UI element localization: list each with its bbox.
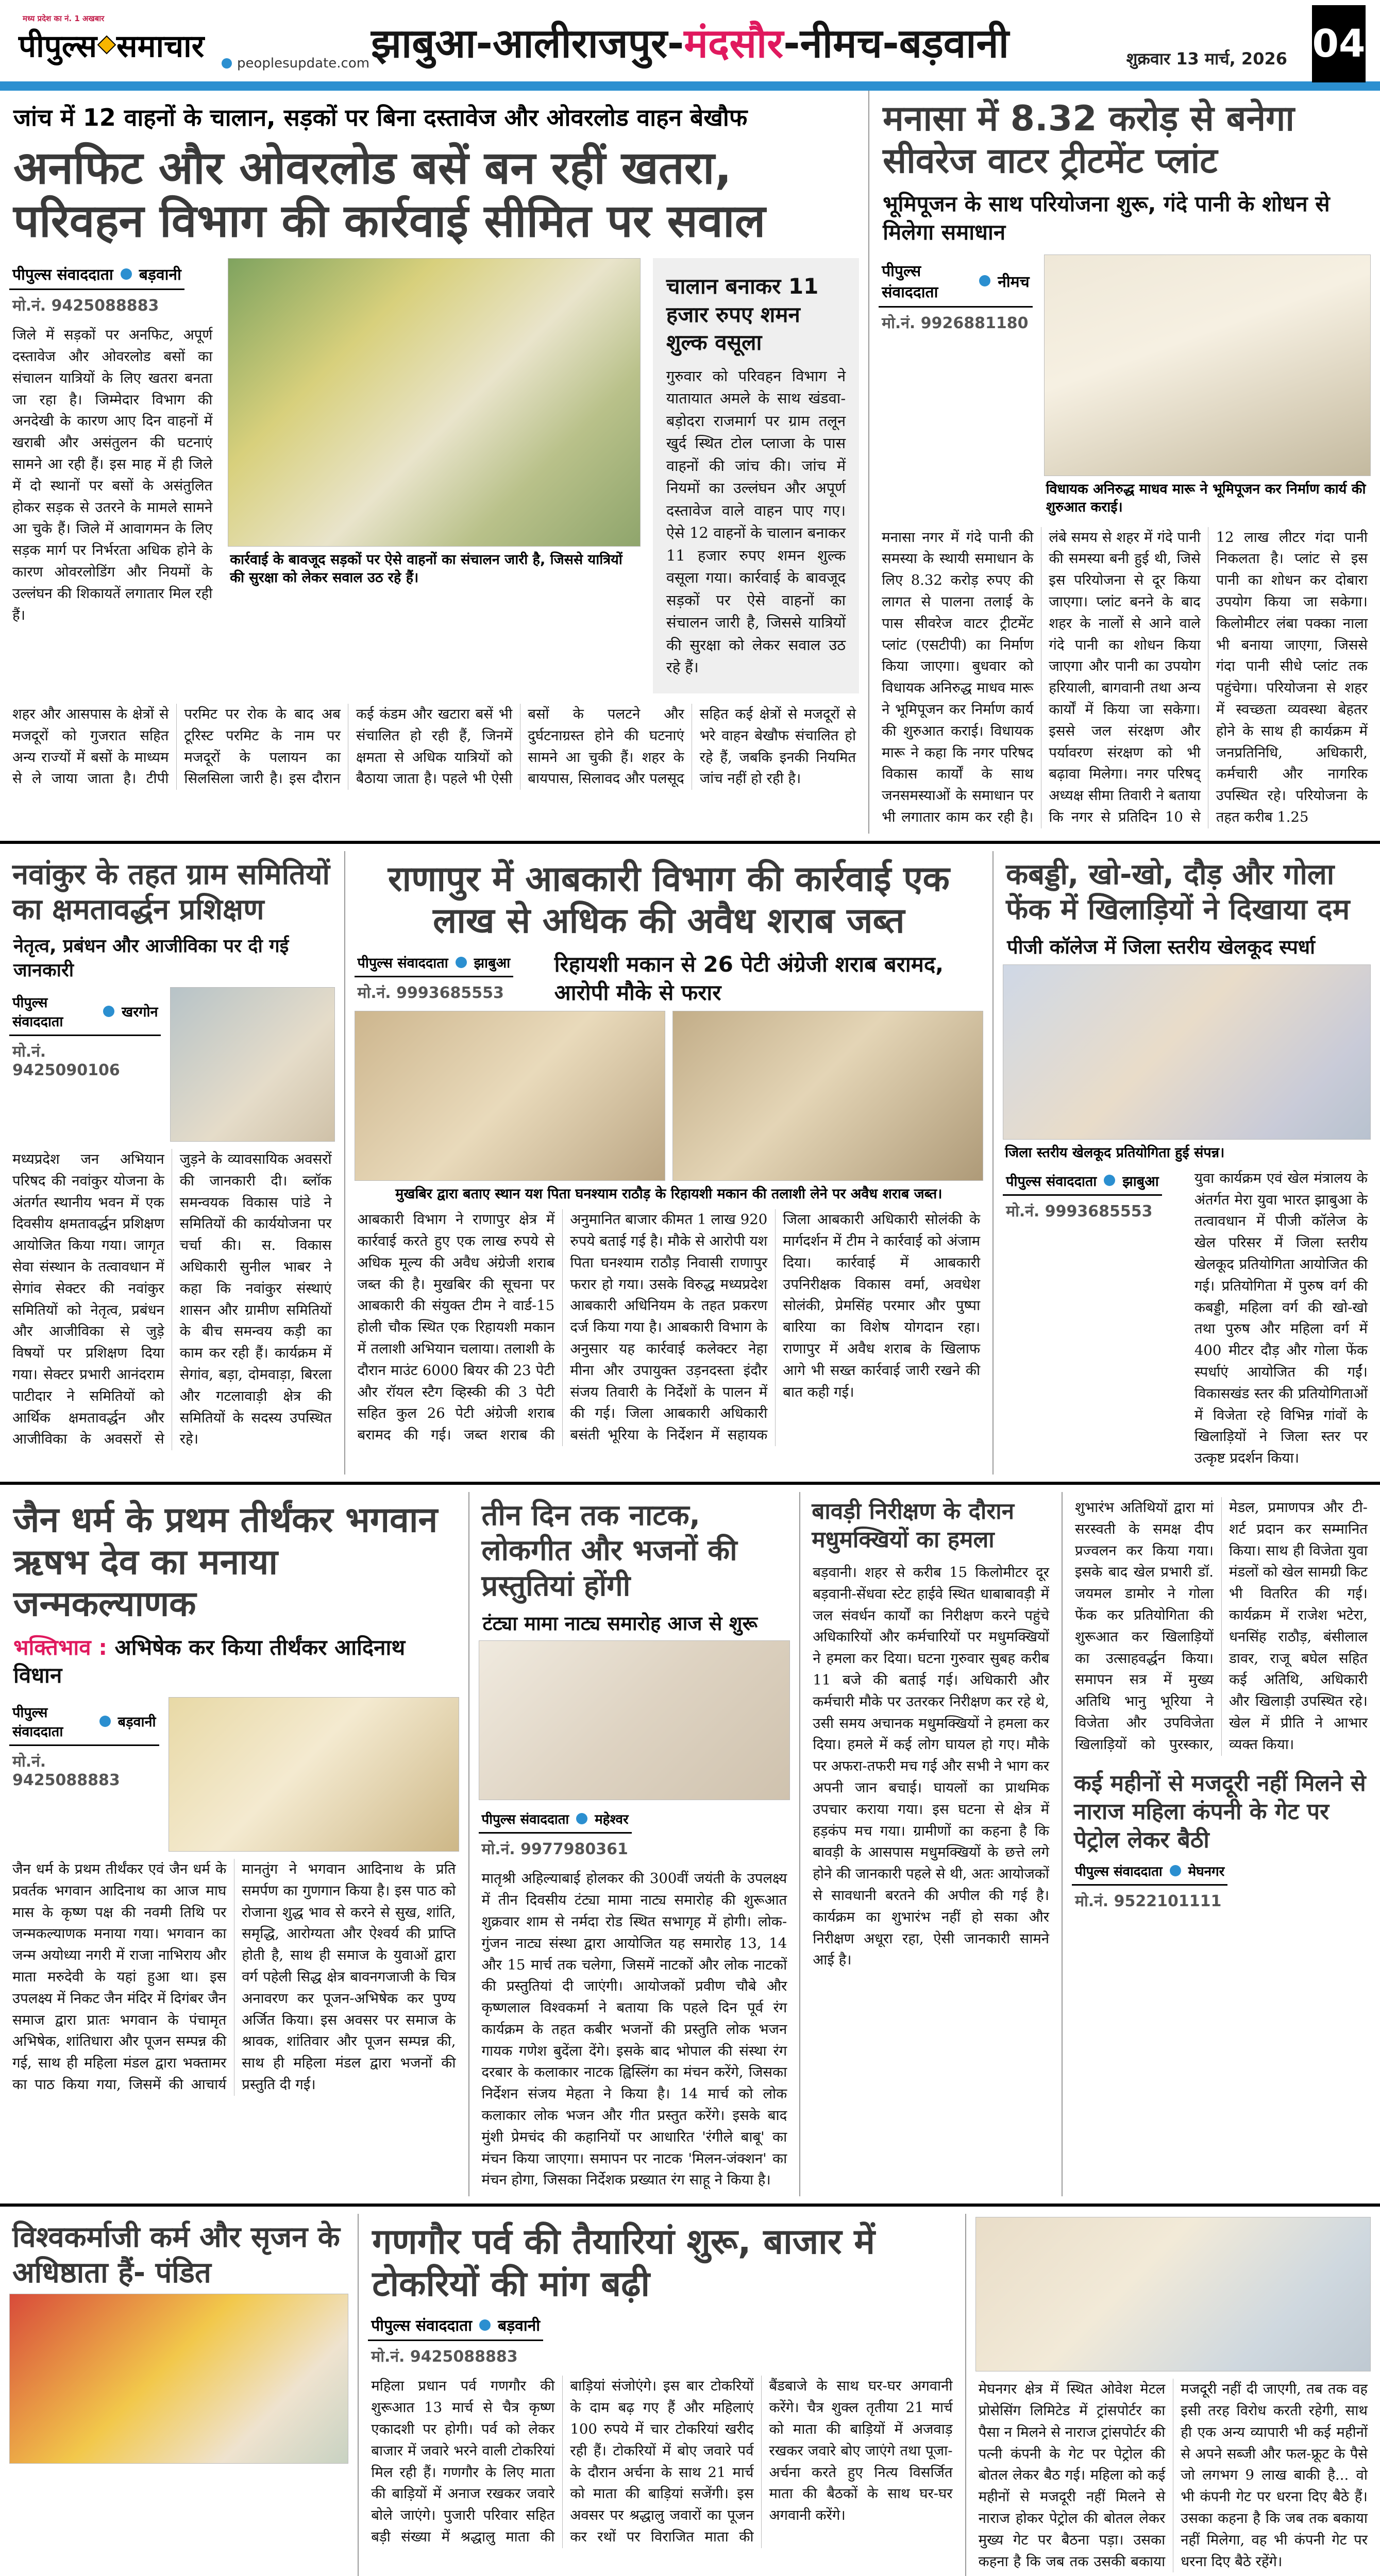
reporter-phone: मो.नं. 9425088883	[12, 297, 159, 315]
article-natak	[469, 1492, 801, 2196]
reporter-phone: मो.नं. 9425088883	[371, 2348, 518, 2366]
byline-reporter: पीपुल्स संवाददाता	[12, 266, 113, 284]
byline	[9, 258, 184, 290]
byline-bullet-icon	[979, 275, 990, 286]
region-pre: झाबुआ-आलीराजपुर-	[371, 21, 684, 67]
byline-city: झाबुआ	[474, 955, 511, 971]
page-number: 04	[1312, 5, 1366, 82]
reporter-phone: मो.नं. 9425090106	[12, 1042, 120, 1079]
website-link	[222, 56, 369, 71]
article-vishwakarma	[0, 2214, 359, 2576]
byline-bullet-icon	[1170, 1865, 1181, 1876]
highlight-box-body: गुरुवार को परिवहन विभाग ने यातायात अमले के साथ खंडवा-बड़ोदरा राजमार्ग पर ग्राम तलून खुर्द स्थित टोल प्लाजा के पास वाहनों की जांच की। जांच में नियमों का उल्लंघन और अपूर्ण दस्तावेज वाले वाहन पाए गए। ऐसे 12 वाहनों के चालान बनाकर 11 हजार रुपए शमन शुल्क वसूला गया। कार्रवाई के बावजूद सड़कों पर ऐसे वाहनों का संचालन जारी है, जिससे यात्रियों की सुरक्षा को लेकर सवाल उठ रहे हैं।	[666, 367, 846, 676]
byline-bullet-icon	[103, 1006, 114, 1017]
photo-caption: विधायक अनिरुद्ध माधव मारू ने भूमिपूजन कर निर्माण कार्य की शुरुआत कराई।	[1046, 481, 1366, 516]
sewage-byline-column	[879, 255, 1033, 520]
brand-name-post: समाचार	[116, 28, 205, 64]
factory-gate-photo	[975, 2217, 1371, 2371]
byline	[879, 255, 1033, 308]
reporter-phone: मो.नं. 9425088883	[12, 1752, 120, 1789]
brand-logo	[19, 13, 204, 66]
photo-caption: कार्रवाई के बावजूद सड़कों पर ऐसे वाहनों का संचालन जारी है, जिससे यात्रियों की सुरक्षा को लेकर सवाल उठ रहे हैं।	[230, 552, 622, 586]
byline-reporter: पीपुल्स संवाददाता	[357, 955, 448, 971]
byline-bullet-icon	[456, 957, 467, 968]
byline-city: बड़वानी	[117, 1714, 156, 1731]
byline-city: बड़वानी	[497, 2317, 541, 2335]
byline-bullet-icon	[479, 2319, 491, 2331]
article-body: मातृश्री अहिल्याबाई होलकर की 300वीं जयंती के उपलक्ष्य में तीन दिवसीय टंट्या मामा नाट्य समारोह की शुरूआत शुक्रवार शाम से नर्मदा रोड स्थित सभागृह में होगी। लोक-गुंजन नाट्य संस्था द्वारा आयोजित यह समारोह 13, 14 और 15 मार्च तक चलेगा, जिसमें नाटकों और लोक नाटकों की प्रस्तुतियां दी जाएंगी। आयोजकों प्रवीण चौबे और कृष्णलाल विश्वकर्मा ने बताया कि पहले दिन पूर्व रंग कार्यक्रम के तहत कबीर भजनों की प्रस्तुति लोक भजन गायक गणेश बुदेंला देंगे। इसके बाद भोपाल की संस्था रंग दरबार के कलाकार नाटक ह्विस्लिंग का मंचन करेंगे, जिसका निर्देशन संजय मेहता ने किया है। 14 मार्च को लोक कलाकार लोक भजन और गीत प्रस्तुत करेंगे। इसके बाद मुंशी प्रेमचंद की कहानियों पर आधारित 'रंगीले बाबू' का मंचन किया जाएगा। समापन पर नाटक 'मिलन-जंक्शन' का मंचन होगा, जिसका निर्देशक प्रख्यात रंग साहू ने किया है।	[481, 1870, 787, 2189]
headline: बावड़ी निरीक्षण के दौरान मधुमक्खियों का हमला	[812, 1498, 1015, 1553]
headline: गणगौर पर्व की तैयारियां शुरू, बाजार में टोकरियों की मांग बढ़ी	[372, 2222, 875, 2304]
sports-award-photo	[1003, 964, 1371, 1140]
masthead-rule	[0, 81, 1380, 91]
byline-reporter: पीपुल्स संवाददाता	[1075, 1863, 1163, 1879]
brand-name-pre: पीपुल्स	[19, 28, 97, 64]
article-jain	[0, 1492, 469, 2196]
region-post: -नीमच-बड़वानी	[783, 21, 1009, 67]
byline-reporter: पीपुल्स संवाददाता	[12, 1704, 63, 1740]
sewage-photo-block	[1044, 255, 1371, 520]
subhead: भूमिपूजन के साथ परियोजना शुरू, गंदे पानी के शोधन से मिलेगा समाधान	[883, 191, 1330, 245]
vishwakarma-katha-photo	[9, 2294, 348, 2464]
article-body: बड़वानी। शहर से करीब 15 किलोमीटर दूर बड़वानी-सेंधवा स्टेट हाईवे स्थित धाबाबावड़ी में जल संवर्धन कार्यों का निरीक्षण करने पहुंचे अधिकारियों और कर्मचारियों पर मधुमक्खियों ने हमला कर दिया। घटना गुरुवार सुबह करीब 11 बजे की बताई गई। अधिकारी और कर्मचारी मौके पर उतरकर निरीक्षण कर रहे थे, उसी समय अचानक मधुमक्खियों ने हमला कर दिया। हमले में कई लोग घायल हो गए। मौके पर अफरा-तफरी मच गई और सभी ने भाग कर अपनी जान बचाई। घायलों का प्राथमिक उपचार कराया गया। इस घटना से क्षेत्र में हड़कंप मच गया। ग्रामीणों का कहना है कि बावड़ी के आसपास मधुमक्खियों के छत्ते लगे होने की जानकारी पहले से थी, अतः आयोजकों से सावधानी बरतने की अपील की गई है। कार्यक्रम का शुभारंभ नहीं हो सका और निरीक्षण अधूरा रहा, ऐसी जानकारी सामने आई है।	[813, 1564, 1050, 1969]
byline-city: झाबुआ	[1122, 1173, 1159, 1190]
subhead-text: अभिषेक कर किया तीर्थंकर आदिनाथ विधान	[13, 1634, 406, 1688]
temple-ritual-photo	[169, 1697, 459, 1852]
reporter-phone: मो.नं. 9926881180	[882, 314, 1029, 333]
band-third	[0, 1492, 1380, 2196]
training-photo	[170, 987, 334, 1142]
subhead: पीजी कॉलेज में जिला स्तरीय खेलकूद स्पर्धा	[1007, 936, 1316, 959]
byline-bullet-icon	[576, 1813, 587, 1824]
reporter-phone: मो.नं. 9977980361	[481, 1840, 628, 1859]
byline	[479, 1804, 632, 1834]
byline-reporter: पीपुल्स संवाददाता	[1006, 1173, 1097, 1190]
byline-reporter: पीपुल्स संवाददाता	[371, 2317, 472, 2335]
website-url: peoplesupdate.com	[237, 56, 370, 71]
byline-city: नीमच	[998, 273, 1030, 291]
headline: कबड्डी, खो-खो, दौड़ और गोला फेंक में खिलाड़ियों ने दिखाया दम	[1006, 857, 1350, 927]
reporter-phone: मो.नं. 9993685553	[357, 984, 504, 1002]
subhead-label: भक्तिभाव :	[13, 1634, 108, 1660]
article-body: आबकारी विभाग ने राणापुर क्षेत्र में कार्रवाई करते हुए एक लाख रुपये से अधिक मूल्य की अवैध अंग्रेजी शराब जब्त की है। मुखबिर की सूचना पर आबकारी की संयुक्त टीम ने वार्ड-15 होली चौक स्थित एक रिहायशी मकान में तलाशी अभियान चलाया। तलाशी के दौरान माउंट 6000 बियर की 23 पेटी और रॉयल स्टैग व्हिस्की की 3 पेटी सहित कुल 26 पेटी अंग्रेजी शराब बरामद की गई। जब्त शराब की अनुमानित बाजार कीमत 1 लाख 920 रुपये बताई गई है। मौके से आरोपी यश पिता घनश्याम राठौड़ निवासी राणापुर फरार हो गया। उसके विरुद्ध मध्यप्रदेश आबकारी अधिनियम के तहत प्रकरण दर्ज किया गया है। आबकारी विभाग के अनुसार यह कार्रवाई कलेक्टर नेहा मीना और उपायुक्त उड़नदस्ता इंदौर संजय तिवारी के निर्देशों के पालन में की गई। जिला आबकारी अधिकारी बसंती भूरिया के निर्देशन में सहायक जिला आबकारी अधिकारी सोलंकी के मार्गदर्शन में टीम ने कार्रवाई को अंजाम दिया। कार्रवाई में आबकारी उपनिरीक्षक विकास वर्मा, अवधेश सोलंकी, प्रेमसिंह परमार और पुष्पा बारिया का विशेष योगदान रहा। राणापुर में अवैध शराब के खिलाफ आगे भी सख्त कार्रवाई जारी रखने की बात कही गई।	[357, 1211, 981, 1444]
headline: राणापुर में आबकारी विभाग की कार्रवाई एक लाख से अधिक की अवैध शराब जब्त	[388, 858, 950, 942]
section-divider	[0, 1482, 1380, 1485]
region-highlight: मंदसौर	[684, 21, 784, 67]
photo-caption: मुखबिर द्वारा बताए स्थान यश पिता घनश्याम राठौड़ के रिहायशी मकान की तलाशी लेने पर अवैध शराब जब्त।	[395, 1186, 943, 1202]
article-body: महिला प्रधान पर्व गणगौर की शुरूआत 13 मार्च से चैत्र कृष्ण एकादशी पर होगी। पर्व को लेकर बाजार में जवारे भरने वाली टोकरियां मिल रही हैं। गणगौर के लिए माता की बाड़ियों में अनाज रखकर जवारे बोले जाएंगे। पुजारी परिवार सहित बड़ी संख्या में श्रद्धालु माता की बाड़ियां संजोएंगे। इस बार टोकरियों के दाम बढ़ गए हैं और महिलाएं 100 रुपये में चार टोकरियां खरीद रही हैं। टोकरियों में बोए जवारे पर्व के दौरान अर्चना के साथ 21 मार्च को माता की बाड़ियां सजेंगी। इस अवसर पर श्रद्धालु जवारों का पूजन कर रथों पर विराजित माता की बैंडबाजे के साथ घर-घर अगवानी करेंगे। चैत्र शुक्ल तृतीया 21 मार्च को माता की बाड़ियों में अजवाड़ रखकर जवारे बोए जाएंगे तथा पूजा-अर्चना करते हुए नित्य विसर्जित माता की बैठकों के साथ घर-घर अगवानी करेंगे।	[371, 2378, 953, 2546]
byline-bullet-icon	[99, 1716, 111, 1727]
article-body: जैन धर्म के प्रथम तीर्थंकर एवं जैन धर्म के प्रवर्तक भगवान आदिनाथ का आज माघ मास के कृष्ण पक्ष की नवमी तिथि पर जन्मकल्याणक मनाया गया। भगवान का जन्म अयोध्या नगरी में राजा नाभिराय और माता मरुदेवी के यहां हुआ था। इस उपलक्ष्य में निकट जैन मंदिर में दिगंबर जैन समाज द्वारा प्रातः भगवान के पंचामृत अभिषेक, शांतिधारा और पूजन सम्पन्न की गई, साथ ही महिला मंडल द्वारा भक्तामर का पाठ किया गया, जिसमें की आचार्य मानतुंग ने भगवान आदिनाथ के प्रति समर्पण का गुणगान किया है। इस पाठ को रोजाना शुद्ध भाव से करने से सुख, शांति, समृद्धि, आरोग्यता और ऐश्वर्य की प्राप्ति होती है, साथ ही समाज के युवाओं द्वारा वर्ग पहेली सिद्ध क्षेत्र बावनगजाजी के चित्र अनावरण कर पूजन-अभिषेक कर पुण्य अर्जित किया। इस अवसर पर समाज के श्रावक, शांतिवार और पूजन सम्पन्न की, साथ ही महिला मंडल द्वारा भजनों की प्रस्तुति दी गई।	[12, 1860, 456, 2093]
byline	[368, 2309, 543, 2341]
band-fourth	[0, 2214, 1380, 2576]
byline	[1003, 1166, 1162, 1196]
byline-city: खरगोन	[122, 1004, 158, 1021]
edition-region-line	[371, 14, 1009, 69]
photo-caption: जिला स्तरीय खेलकूद प्रतियोगिता हुई संपन्न।	[1005, 1144, 1225, 1161]
byline	[1072, 1856, 1227, 1886]
byline-city: बड़वानी	[139, 266, 181, 284]
article-ranapur-liquor	[345, 851, 994, 1475]
article-body: मेघनगर क्षेत्र में स्थित ओवेश मेटल प्रोसेसिंग लिमिटेड में ट्रांसपोर्टर का पैसा न मिलने से नाराज ट्रांसपोर्टर की पत्नी कंपनी के गेट पर पेट्रोल की बोतल लेकर बैठ गई। महिला को कई महीनों से मजदूरी नहीं मिलने से नाराज होकर पेट्रोल की बोतल लेकर मुख्य गेट पर बैठना पड़ा। उसका कहना है कि जब तक उसकी बकाया मजदूरी नहीं दी जाएगी, तब तक वह इसी तरह विरोध करती रहेगी, साथ ही एक अन्य व्यापारी भी कई महीनों से अपने सब्जी और फल-फ्रूट के पैसे जो लगभग 9 लाख बाकी है... वो भी कंपनी गेट पर धरना दिए बैठे हैं। उसका कहना है कि जब तक बकाया नहीं मिलेगा, वह भी कंपनी गेट पर धरना दिए बैठे रहेंगे।	[978, 2381, 1368, 2570]
highlight-box-title: चालान बनाकर 11 हजार रुपए शमन शुल्क वसूला	[666, 274, 819, 355]
headline: अनफिट और ओवरलोड बसें बन रहीं खतरा, परिवहन विभाग की कार्रवाई सीमित पर सवाल	[13, 141, 766, 248]
band-top	[0, 91, 1380, 834]
article-bee-attack	[800, 1492, 1063, 2196]
column-right-stack	[1063, 1492, 1380, 2196]
headline: कई महीनों से मजदूरी नहीं मिलने से नाराज महिला कंपनी के गेट पर पेट्रोल लेकर बैठी	[1074, 1770, 1366, 1853]
liquor-search-photo	[355, 1011, 665, 1181]
edition-date: शुक्रवार 13 मार्च, 2026	[1126, 49, 1287, 69]
seized-liquor-photo	[672, 1011, 983, 1181]
article-majdoori-body	[966, 2214, 1380, 2576]
subhead: रिहायशी मकान से 26 पेटी अंग्रेजी शराब बरामद, आरोपी मौके से फरार	[554, 951, 944, 1005]
brand-tagline: मध्य प्रदेश का नं. 1 अखबार	[23, 14, 105, 23]
article-sewage-plant	[869, 91, 1380, 834]
article-navankur	[0, 851, 345, 1475]
headline: विश्वकर्माजी कर्म और सृजन के अधिष्ठाता हैं- पंडित	[12, 2221, 340, 2290]
bhoomipujan-photo	[1044, 255, 1371, 476]
byline	[355, 947, 514, 977]
subhead: टंट्या मामा नाट्य समारोह आज से शुरू	[482, 1612, 758, 1635]
rehearsal-photo	[479, 1640, 790, 1800]
sports-body-continued: शुभारंभ अतिथियों द्वारा मां सरस्वती के समक्ष दीप प्रज्वलन कर किया गया। इसके बाद खेल प्रभारी डॉ. जयमल डामोर ने गोला फेंक कर प्रतियोगिता की शुरूआत कर खिलाड़ियों का उत्साहवर्द्धन किया। समापन सत्र में मुख्य अतिथि भानु भूरिया ने विजेता और उपविजेता खिलाड़ियों को पुरस्कार, मेडल, प्रमाणपत्र और टी-शर्ट प्रदान कर सम्मानित किया। साथ ही विजेता युवा मंडलों को खेल सामग्री किट भी वितरित की गई। कार्यक्रम में राजेश भटेरा, धनसिंह राठौड़, बंसीलाल डावर, राजू बघेल सहित कई अतिथि, अधिकारी और खिलाड़ी उपस्थित रहे। खेल में प्रीति ने आभार व्यक्त किया।	[1075, 1499, 1368, 1753]
bus-photo-block	[228, 258, 641, 693]
article-bus	[0, 91, 869, 834]
byline-reporter: पीपुल्स संवाददाता	[481, 1812, 569, 1828]
byline-reporter: पीपुल्स संवाददाता	[12, 994, 63, 1030]
byline-reporter: पीपुल्स संवाददाता	[882, 262, 938, 302]
subhead	[9, 1630, 459, 1694]
byline-bullet-icon	[121, 268, 132, 280]
reporter-phone: मो.नं. 9522101111	[1075, 1892, 1222, 1910]
byline-bullet-icon	[1104, 1175, 1115, 1186]
website-dot-icon	[222, 58, 232, 69]
byline	[9, 987, 161, 1036]
section-divider	[0, 841, 1380, 844]
byline-city: महेश्वर	[595, 1812, 629, 1828]
article-body: मध्यप्रदेश जन अभियान परिषद की नवांकुर योजना के अंतर्गत स्थानीय भवन में एक दिवसीय क्षमतावर्द्धन प्रशिक्षण आयोजित किया गया। जागृत सेवा संस्थान के तत्वावधान में सेगांव सेक्टर की नवांकुर समितियों को नेतृत्व, प्रबंधन और आजीविका से जुड़े विषयों पर प्रशिक्षण दिया गया। सेक्टर प्रभारी आनंदराम पाटीदार ने समितियों को आर्थिक क्षमतावर्द्धन और आजीविका के अवसरों से जुड़ने के व्यावसायिक अवसरों की जानकारी दी। ब्लॉक समन्वयक विकास पांडे ने समितियों की कार्ययोजना पर चर्चा की। स. विकास अधिकारी सुनील भाबर ने कहा कि नवांकुर संस्थाएं शासन और ग्रामीण समितियों के बीच समन्वय कड़ी का काम कर रही हैं। कार्यक्रम में सेगांव, बड़ा, दोमवाड़ा, बिरला और गटलावाड़ी क्षेत्र की समितियों के सदस्य उपस्थित रहे।	[12, 1150, 332, 1448]
byline	[9, 1697, 159, 1746]
band-second	[0, 851, 1380, 1475]
byline-city: मेघनगर	[1188, 1863, 1225, 1879]
article-body: मनासा नगर में गंदे पानी की समस्या के स्थायी समाधान के लिए 8.32 करोड़ रुपए की लागत से पालना तलाई के पास सीवरेज वाटर ट्रीटमेंट प्लांट (एसटीपी) का निर्माण किया जाएगा। बुधवार को विधायक अनिरुद्ध माधव मारू ने भूमिपूजन कर निर्माण कार्य की शुरुआत कराई। विधायक मारू ने कहा कि नगर परिषद विकास कार्यों के साथ जनसमस्याओं के समाधान पर भी लगातार काम कर रही है। लंबे समय से शहर में गंदे पानी की समस्या बनी हुई थी, जिसे इस परियोजना से दूर किया जाएगा। प्लांट बनने के बाद शहर के नालों से आने वाले गंदे पानी का शोधन किया जाएगा और पानी का उपयोग हरियाली, बागवानी तथा अन्य कार्यों में किया जा सकेगा। इससे जल संरक्षण और पर्यावरण संरक्षण को भी बढ़ावा मिलेगा। नगर परिषद् अध्यक्ष सीमा तिवारी ने बताया कि नगर से प्रतिदिन 10 से 12 लाख लीटर गंदा पानी निकलता है। प्लांट से इस पानी का शोधन कर दोबारा उपयोग किया जा सकेगा। किलोमीटर लंबा पक्का नाला भी बनाया जाएगा, जिससे गंदा पानी सीधे प्लांट तक पहुंचेगा। परियोजना से शहर में स्वच्छता व्यवस्था बेहतर होने के साथ ही कार्यक्रम में जनप्रतिनिधि, अधिकारी, कर्मचारी और नागरिक उपस्थित रहे। परियोजना के तहत करीब 1.25	[882, 529, 1368, 825]
article-sports	[994, 851, 1380, 1475]
bus-intro-column	[9, 258, 215, 693]
headline: तीन दिन तक नाटक, लोकगीत और भजनों की प्रस्तुतियां होंगी	[481, 1498, 737, 1603]
highlight-box	[653, 258, 859, 693]
headline: मनासा में 8.32 करोड़ से बनेगा सीवरेज वाटर ट्रीटमेंट प्लांट	[883, 98, 1294, 181]
logo-diamond-icon	[97, 36, 116, 55]
headline: नवांकुर के तहत ग्राम समितियों का क्षमतावर्द्धन प्रशिक्षण	[12, 857, 330, 927]
article-body: युवा कार्यक्रम एवं खेल मंत्रालय के अंतर्गत मेरा युवा भारत झाबुआ के तत्वावधान में पीजी कॉलेज के खेल परिसर में जिला स्तरीय खेलकूद प्रतियोगिता आयोजित की गई। प्रतियोगिता में पुरुष वर्ग की कबड्डी, महिला वर्ग की खो-खो तथा पुरुष और महिला वर्ग में 400 मीटर दौड़ और गोला फेंक स्पर्धाएं आयोजित की गईं। विकासखंड स्तर की प्रतियोगिताओं में विजेता रहे विभिन्न गांवों के खिलाड़ियों ने जिला स्तर पर उत्कृष्ट प्रदर्शन किया।	[1194, 1170, 1368, 1467]
masthead	[0, 0, 1380, 81]
bus-inspection-photo	[228, 258, 641, 547]
article-body-continued: शहर और आसपास के क्षेत्रों से मजदूरों को गुजरात सहित अन्य राज्यों में बसों के माध्यम से ले जाया जाता है। टीपी परमिट पर रोक के बाद अब टूरिस्ट परमिट के नाम पर मजदूरों के पलायन का सिलसिला जारी है। इस दौरान कई कंडम और खटारा बसें भी संचालित हो रही हैं, जिनमें क्षमता से अधिक यात्रियों को बैठाया जाता है। पहले भी ऐसी बसों के पलटने और दुर्घटनाग्रस्त होने की घटनाएं सामने आ चुकी हैं। शहर के बायपास, सिलावद और पलसूद सहित कई क्षेत्रों से मजदूरों से भरे वाहन बेखौफ संचालित हो रहे हैं, जबकि इनकी नियमित जांच नहीं हो रही है।	[12, 705, 856, 787]
subhead: नेतृत्व, प्रबंधन और आजीविका पर दी गई जानकारी	[13, 936, 289, 981]
article-body: जिले में सड़कों पर अनफिट, अपूर्ण दस्तावेज और ओवरलोड बसों का संचालन यात्रियों के लिए खतरा बनता जा रहा है। जिम्मेदार विभाग की अनदेखी के कारण आए दिन वाहनों में खराबी और असंतुलन की घटनाएं सामने आ रही हैं। इस माह में ही जिले में दो स्थानों पर बसों के असंतुलित होकर सड़क से उतरने के मामले सामने आ चुके हैं। जिले में आवागमन के लिए सड़क मार्ग पर निर्भरता अधिक होने के कारण ओवरलोडिंग और नियमों के उल्लंघन की शिकायतें लगातार मिल रही हैं।	[12, 327, 213, 623]
section-divider	[0, 2204, 1380, 2207]
article-gangaur	[359, 2214, 966, 2576]
bus-sidebar	[653, 258, 859, 693]
headline: जैन धर्म के प्रथम तीर्थंकर भगवान ऋषभ देव का मनाया जन्मकल्याणक	[13, 1499, 438, 1625]
reporter-phone: मो.नं. 9993685553	[1006, 1202, 1153, 1221]
kicker: जांच में 12 वाहनों के चालान, सड़कों पर बिना दस्तावेज और ओवरलोड वाहन बेखौफ	[13, 104, 748, 131]
